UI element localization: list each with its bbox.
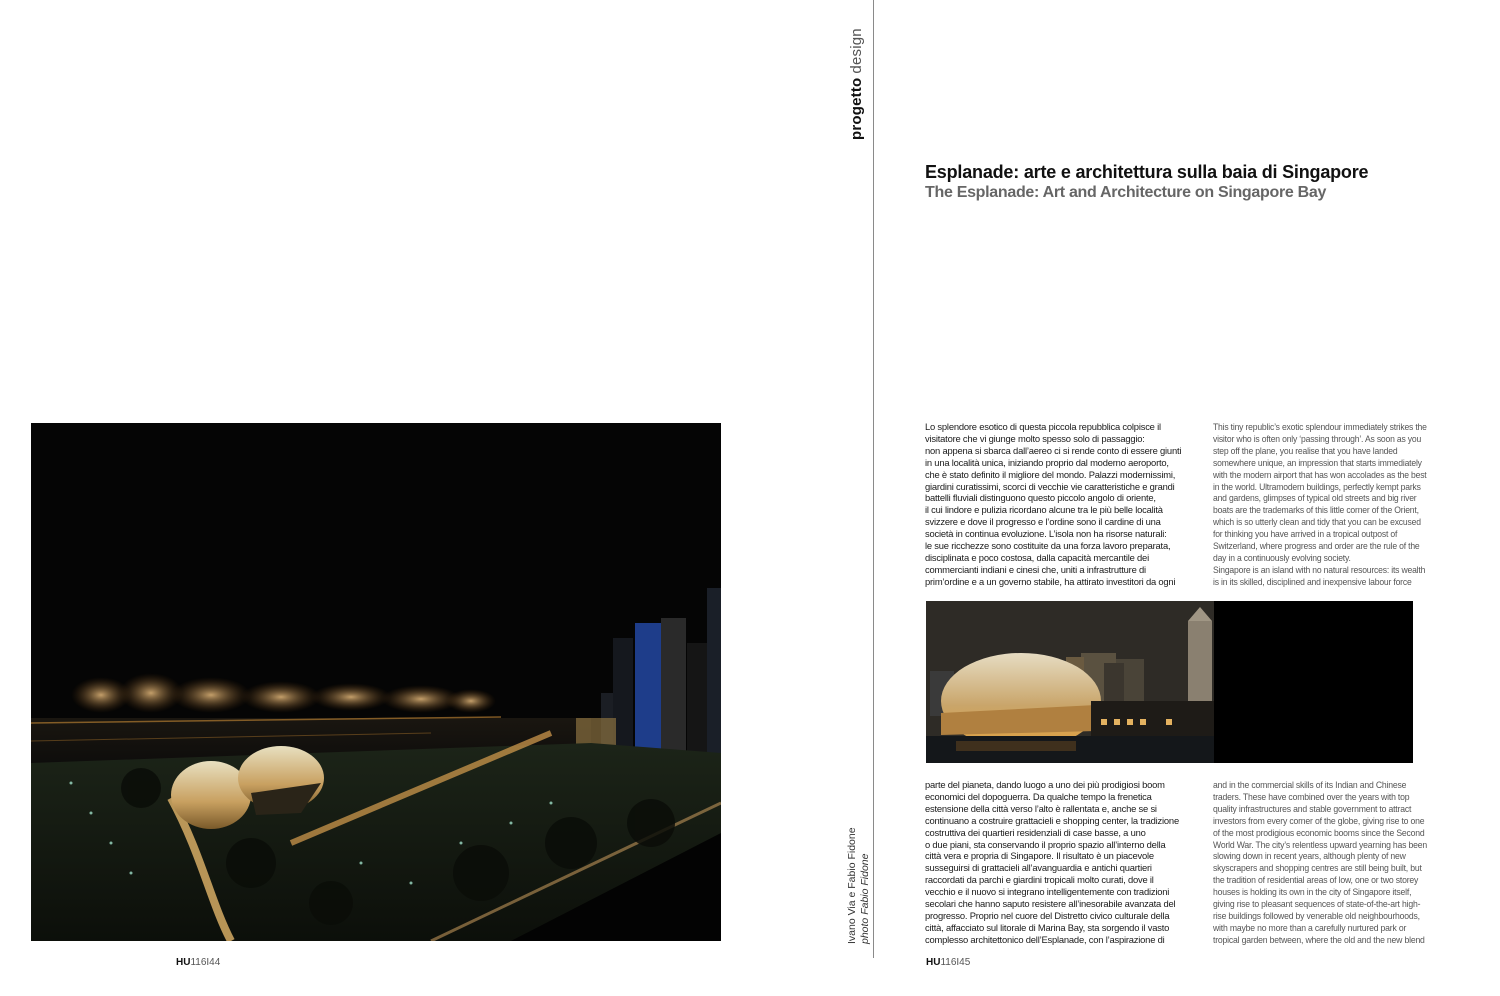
magazine-brand: HU xyxy=(926,957,941,968)
credits-photographer: photo Fabio Fidone xyxy=(859,853,871,944)
body-text-italian-top: Lo splendore esotico di questa piccola repubblica colpisce il visitatore che vi giunge molto spesso solo di passaggio: non appena si sbarca dall’aereo ci si rende conto di essere giunti in una località unica, iniziando proprio dal moderno aeroporto, che è stato definito il migliore del mondo. Palazzi modernissimi, giardini curatissimi, scorci di vecchie vie caratteristiche e grandi battelli fluviali distinguono questo piccolo angolo di oriente, il cui lindore e pulizia ricordano alcune tra le più belle località svizzere e dove il progresso e l’ordine sono il cardine di una società in continua evoluzione. L’isola non ha risorse naturali: le sue ricchezze sono costituite da una forza lavoro preparata, disciplinata e poco costosa, dalla capacità mercantile dei commercianti indiani e cinesi che, uniti a infrastrutture di prim’ordine e a un governo stabile, ha attirato investitori da ogni xyxy=(925,421,1182,587)
body-text-italian-bottom: parte del pianeta, dando luogo a uno dei più prodigiosi boom economici del dopoguerra. Da qualche tempo la frenetica estensione della città verso l’alto è rallentata e, anche se si continuano a costruire grattacieli e shopping center, la tradizione costruttiva dei quartieri residenziali di case basse, a uno o due piani, sta conservando il proprio spazio all’interno della città vera e propria di Singapore. Il risultato è un piacevole susseguirsi di grattacieli all’avanguardia e antichi quartieri raccordati da parchi e giardini tropicali molto curati, dove il vecchio e il nuovo si integrano intelligentemente con tradizioni secolari che hanno saputo resistere all’inesorabile avanzata del progresso. Proprio nel cuore del Distretto civico culturale della città, affacciato sul litorale di Marina Bay, sta sorgendo il vasto complesso architettonico dell’Esplanade, con l’aspirazione di xyxy=(925,779,1179,945)
page-number-right xyxy=(926,957,970,968)
issue-page-number: 116I44 xyxy=(190,957,221,968)
credits-authors: Ivano Via e Fabio Fidone xyxy=(846,827,858,944)
esplanade-night-aerial-photo xyxy=(31,423,721,941)
page-number-left xyxy=(176,957,220,968)
night-city-illustration xyxy=(31,423,721,941)
section-tag-bold: progetto xyxy=(848,77,865,140)
section-tag xyxy=(848,28,865,140)
section-tag-light: design xyxy=(848,28,865,74)
body-text-english-top: This tiny republic’s exotic splendour immediately strikes the visitor who is often only ‘passing through’. As soon as you step off the plane, you realise that you have landed somewhere unique, an impression that starts immediately with the modern airport that has won accolades as the best in the world. Ultramodern buildings, perfectly kempt parks and gardens, glimpses of typical old streets and big river boats are the trademarks of this little corner of the Orient, which is so utterly clean and tidy that you can be excused for thinking you have arrived in a tropical outpost of Switzerland, where progress and order are the rule of the day in a continuously evolving society. Singapore is an island with no natural resources: its wealth is in its skilled, disciplined and inexpensive labour force xyxy=(1213,421,1427,587)
magazine-brand: HU xyxy=(176,957,191,968)
dome-skyline-illustration xyxy=(926,601,1214,763)
article-title-english: The Esplanade: Art and Architecture on Singapore Bay xyxy=(925,184,1327,201)
article-credits xyxy=(846,827,872,944)
issue-page-number: 116I45 xyxy=(940,957,971,968)
esplanade-dome-scene xyxy=(926,601,1214,763)
body-text-english-bottom: and in the commercial skills of its Indian and Chinese traders. These have combined over the years with top quality infrastructures and stable government to attract investors from every corner of the globe, giving rise to one of the most prodigious economic booms since the Second World War. The city’s relentless upward yearning has been slowing down in recent years, although plenty of new skyscrapers and shopping centres are still being built, but the tradition of residential areas of low, one or two storey houses is holding its own in the city of Singapore itself, giving rise to pleasant sequences of state-of-the-art high- rise buildings followed by venerable old neighbourhoods, with maybe no more than a carefully nurtured park or tropical garden between, where the old and the new blend xyxy=(1213,779,1428,945)
esplanade-theatre-photo xyxy=(926,601,1413,763)
page-gutter-divider xyxy=(873,0,874,958)
article-title-italian: Esplanade: arte e architettura sulla baia di Singapore xyxy=(925,162,1369,182)
